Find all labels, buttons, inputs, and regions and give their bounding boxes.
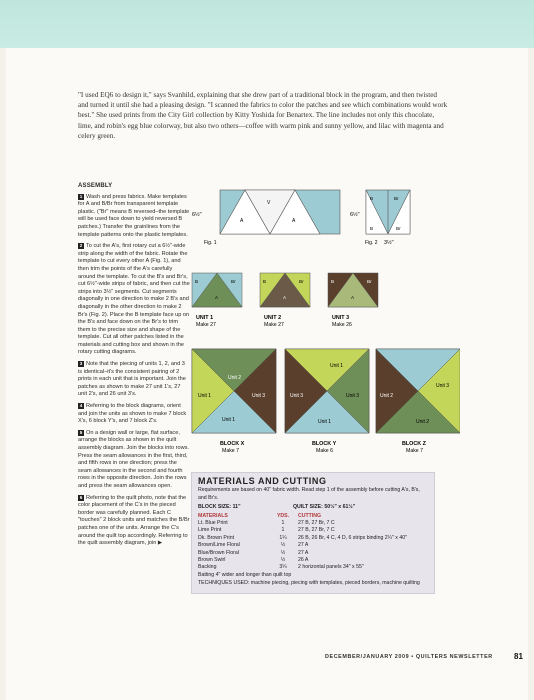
unit-3-label: Unit 3 — [252, 393, 266, 399]
block-x-title: BLOCK X — [220, 441, 245, 447]
block-size: BLOCK SIZE: 11" — [198, 504, 241, 511]
material-cutting: 27 A — [298, 549, 309, 556]
batting-line: Batting 4" wider and longer than quilt top — [198, 571, 292, 578]
material-cutting: 27 A — [298, 542, 309, 549]
patch-br-label: Br — [231, 279, 236, 284]
size-line — [198, 504, 428, 511]
unit-2-label: Unit 2 — [380, 393, 394, 399]
material-yds: 3¼ — [279, 564, 287, 571]
block-z-diagram — [376, 349, 460, 454]
unit-3-title: UNIT 3 — [332, 315, 350, 321]
step-text: Note that the piecing of units 1, 2, and 3 is identical–it's the consistent pairing of 2 prints in each unit that is important. Join the patches as shown to make 27 unit 1's, 27 unit 2's, and 26 unit 3's. — [78, 361, 186, 398]
block-z-title: BLOCK Z — [402, 441, 426, 447]
material-name: Brown/Lime Floral — [198, 542, 240, 549]
step-number: 5 — [79, 429, 83, 435]
material-yds: ½ — [280, 542, 286, 549]
assembly-step — [78, 430, 190, 491]
patch-b-label: B — [195, 279, 199, 284]
material-cutting: 26 B, 26 Br, 4 C, 4 D, 6 strips binding 2¼" x 40" — [298, 534, 407, 541]
materials-title: MATERIALS AND CUTTING — [198, 476, 327, 486]
step-number: 4 — [79, 403, 83, 409]
top-color-band — [0, 0, 534, 48]
step-number: 2 — [79, 243, 83, 249]
assembly-step — [78, 194, 190, 240]
materials-row — [198, 520, 428, 527]
patch-br-label: Br — [396, 226, 401, 231]
material-yds: 1¼ — [279, 534, 287, 541]
unit-1-title: UNIT 1 — [196, 315, 214, 321]
step-number: 1 — [79, 193, 83, 199]
block-y-title: BLOCK Y — [312, 441, 337, 447]
patch-a-label: A — [215, 295, 219, 300]
step-number: 6 — [79, 494, 83, 500]
techniques-line: TECHNIQUES USED: machine piecing, piecing with templates, pieced borders, machine quilting — [198, 580, 420, 587]
unit-3-diagram — [328, 273, 378, 328]
patch-b-label: B — [263, 279, 267, 284]
block-diagrams — [190, 347, 460, 465]
fig2-dimension-height: 6½" — [350, 212, 360, 218]
material-name: Lt. Blue Print — [198, 520, 228, 527]
page-number: 81 — [514, 652, 523, 661]
assembly-step — [78, 495, 190, 548]
unit-2-label: Unit 2 — [416, 419, 430, 425]
unit-1-label: Unit 1 — [222, 417, 236, 423]
quilt-size: QUILT SIZE: 50½" x 61½" — [293, 504, 356, 511]
fig1-label: Fig. 1 — [204, 240, 217, 246]
material-yds: ½ — [280, 557, 286, 564]
material-yds: 1 — [281, 520, 285, 527]
block-x-count: Make 7 — [222, 448, 240, 454]
unit-2-label: Unit 2 — [228, 375, 242, 381]
step-text: Referring to the quilt photo, note that the color placement of the C's in the pieced border was carefully planned. Each C "touches" 2 block units and matches the B/Br patches one of the units. Arrange the C's around the quilt top accordingly. Referring to the quilt assembly diagram, join ▶ — [78, 494, 190, 547]
figure-2 — [350, 190, 410, 246]
unit-2-diagram — [260, 273, 310, 328]
fig2-dimension-width: 3½" — [384, 240, 394, 246]
material-name: Brown Swirl — [198, 557, 226, 564]
patch-b-label: B — [331, 279, 335, 284]
material-name: Backing — [198, 564, 217, 571]
materials-requirements: Requirements are based on 40" fabric width. Read step 1 of the assembly before cutting A's, B's, and Br's. — [198, 487, 420, 501]
materials-column-header: MATERIALS — [198, 512, 228, 519]
page-footer: DECEMBER/JANUARY 2009 • QUILTERS NEWSLETTER — [325, 654, 493, 660]
yds-column-header: YDS. — [276, 512, 290, 519]
patch-br-label: Br — [299, 279, 304, 284]
step-text: To cut the A's, first rotary cut a 6½"-wide strip along the width of the fabric. Rotate the template to cut every other A (Fig. 1), and then trim the points of the A's carefully around the template. To cut the B's and Br's, cut 6½"-wide strips of fabric, and then cut the strips into 3½" segments. Cut segments diagonally in one direction to make 2 B's and diagonally in the other direction to make 2 Br's (Fig. 2). Place the B template face up on the B's and face down on the Br's to trim them to the precise size and shape of the template. Cut all other patches listed in the materials and cutting box and shown in the rotary cutting diagrams. — [78, 243, 190, 356]
assembly-section — [78, 183, 190, 552]
patch-a-label: A — [351, 295, 355, 300]
patch-b-label: B — [370, 226, 374, 231]
intro-paragraph: "I used EQ6 to design it," says Svanhild, explaining that she drew part of a traditional block in the program, and then twisted and turned it until she had a pleasing design. "I scanned the fabrics to color the patches and see which combinations would work best." She used prints from the City Girl collection by Kitty Yoshida for Benartex. The line includes not only this chocolate, lime, and robin's egg blue colorway, but also two others—coffee with warm pink and sunny yellow, and lilac with magenta and celery green. — [78, 91, 448, 140]
unit-3-label: Unit 3 — [290, 393, 304, 399]
block-z-count: Make 7 — [406, 448, 424, 454]
patch-a-label: A — [240, 218, 244, 224]
materials-row — [198, 557, 428, 564]
unit-1-count: Make 27 — [196, 322, 216, 328]
patch-a-label: A — [292, 218, 296, 224]
assembly-step — [78, 361, 190, 399]
materials-row — [198, 550, 428, 557]
material-cutting: 27 B, 27 Br, 7 C — [298, 520, 335, 527]
patch-br-label: Br — [367, 279, 372, 284]
material-cutting: 27 B, 27 Br, 7 C — [298, 527, 335, 534]
unit-2-count: Make 27 — [264, 322, 284, 328]
block-y-diagram — [285, 349, 369, 454]
unit-diagrams — [190, 267, 450, 347]
unit-3-count: Make 26 — [332, 322, 352, 328]
assembly-heading: ASSEMBLY — [78, 183, 113, 189]
unit-1-label: Unit 1 — [198, 393, 212, 399]
material-name: Dk. Brown Print — [198, 534, 235, 541]
material-cutting: 2 horizontal panels 34" x 55" — [298, 564, 364, 571]
material-yds: ½ — [280, 549, 286, 556]
step-number: 3 — [79, 361, 83, 367]
materials-row — [198, 535, 428, 542]
fig1-dimension: 6½" — [192, 212, 202, 218]
material-cutting: 26 A — [298, 557, 309, 564]
step-text: Referring to the block diagrams, orient and join the units as shown to make 7 block X's, 6 block Y's, and 7 block Z's. — [78, 403, 187, 425]
step-text: Wash and press fabrics. Make templates for A and B/Br from transparent template plastic. ("Br" means B reversed–the template will be used face down to yield reversed B patches.) Transfer the grainlines from the template patterns onto the plastic templates. — [78, 193, 190, 238]
patch-a-label: A — [283, 295, 287, 300]
materials-row — [198, 542, 428, 549]
material-yds: 1 — [281, 527, 285, 534]
fig2-label: Fig. 2 — [365, 240, 378, 246]
assembly-step — [78, 403, 190, 426]
unit-1-diagram — [192, 273, 242, 328]
unit-2-title: UNIT 2 — [264, 315, 282, 321]
cutting-figures — [190, 182, 450, 262]
patch-b-label: B — [370, 196, 374, 201]
figure-1 — [192, 190, 340, 246]
materials-header-row — [198, 513, 428, 520]
block-y-count: Make 6 — [316, 448, 334, 454]
material-name: Lime Print — [198, 527, 222, 534]
material-name: Blue/Brown Floral — [198, 549, 239, 556]
unit-3-label: Unit 3 — [346, 393, 360, 399]
assembly-step — [78, 243, 190, 357]
unit-3-label: Unit 3 — [436, 383, 450, 389]
materials-row — [198, 564, 428, 571]
unit-1-label: Unit 1 — [330, 363, 344, 369]
unit-1-label: Unit 1 — [318, 419, 332, 425]
materials-row — [198, 527, 428, 534]
step-text: On a design wall or large, flat surface, arrange the blocks as shown in the quilt assembly diagram. Join the blocks into rows. Press the seam allowances in the first, third, and fifth rows in one direction; press the seam allowances in the second and fourth rows in the opposite direction. Join the rows and press the seam allowances open. — [78, 429, 189, 489]
patch-br-label: Br — [394, 196, 399, 201]
patch-v-label: V — [267, 200, 271, 206]
materials-cutting-box — [191, 472, 435, 594]
block-x-diagram — [192, 349, 276, 454]
cutting-column-header: CUTTING — [298, 512, 322, 519]
